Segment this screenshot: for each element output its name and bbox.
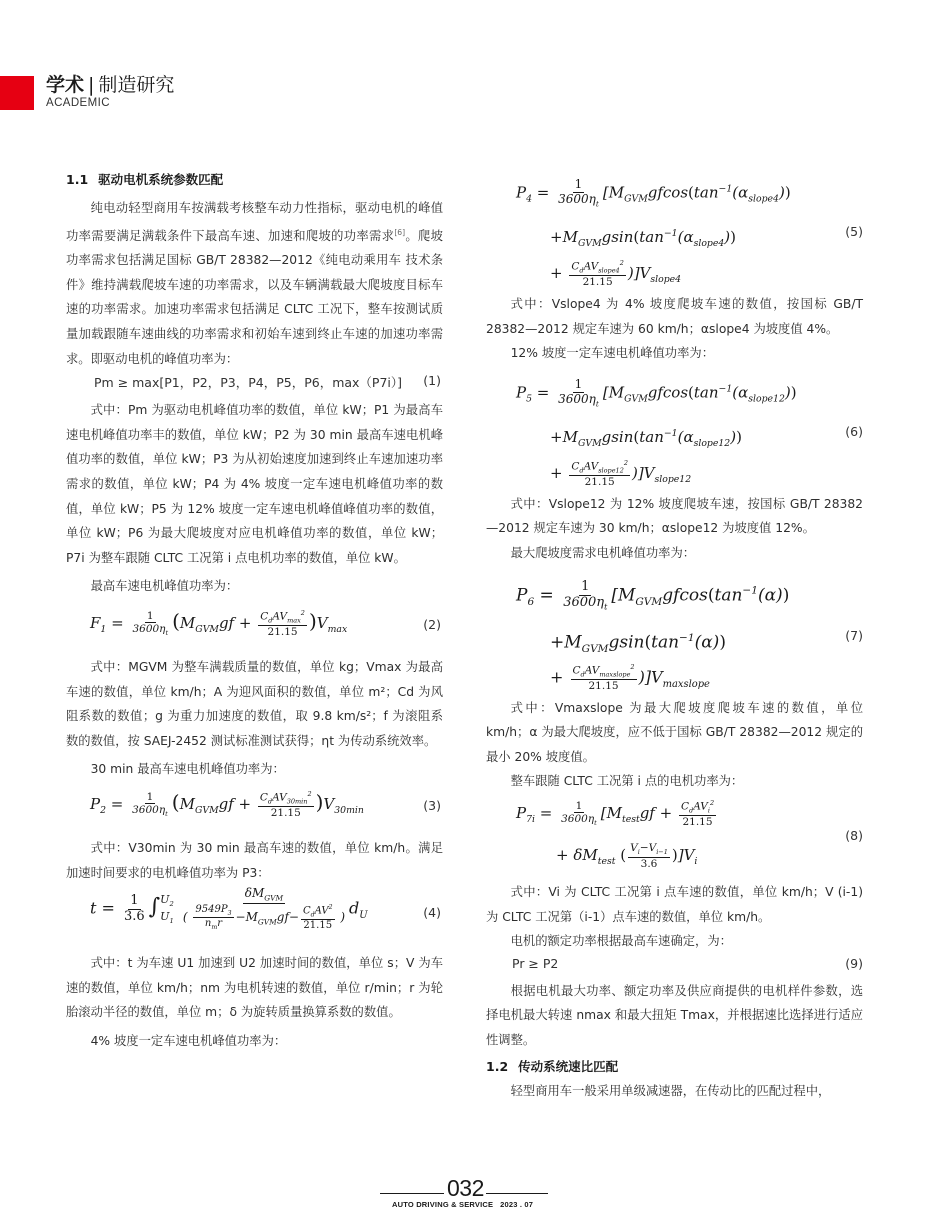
definition-paragraph-6: 式中：Vslope12 为 12% 坡度爬坡车速，按国标 GB/T 28382—2012 规定车速为 30 km/h；αslope12 为坡度值 12%。 (486, 496, 863, 536)
equation-7-line-2: $+M_{GVM}gsin(\tan^{-1}(\alpha))$ (550, 631, 726, 655)
equation-4-body: t = $\frac{1}{3.6}$ $\int U_2$ $U_1$ $\delta M_{GVM}$ ( $\frac{9549P_3}{n_mr}$ $-M_{GVM}gf-$ $\frac{C_dAV^2}{21.15}$ ) $d_U$ (90, 886, 368, 932)
left-column (66, 168, 443, 1054)
equation-8 (486, 794, 863, 880)
paragraph-reducer: 轻型商用车一般采用单级减速器，在传动比的匹配过程中， (510, 1083, 831, 1098)
section-subtitle: ACADEMIC (46, 97, 110, 109)
equation-4-number: (4) (423, 905, 441, 921)
paragraph-motor-selection: 根据电机最大功率、额定功率及供应商提供的电机样件参数，选择电机最大转速 nmax 和最大扭矩 Tmax，并根据速比选择进行适应性调整。 (486, 983, 863, 1047)
footer-rule-left (380, 1193, 444, 1194)
equation-5-line-1: $P_4$ = $\frac{1}{3600\eta_t}$ [$M_{GVM}gfcos(\tan^{-1}(\alpha_{slope4}))$ (516, 177, 791, 209)
equation-2-body: $F_1$ = $\frac{1}{3600\eta_t}$ ($M_{GVM}gf$ + $\frac{C_dAV_{max}^2}{21.15}$ )$V_{max}$ (90, 608, 348, 639)
header-accent-block (0, 76, 34, 110)
equation-5 (486, 168, 863, 292)
definition-paragraph-5: 式中：Vslope4 为 4% 坡度爬坡车速的数值，按国标 GB/T 28382—2012 规定车速为 60 km/h；αslope4 为坡度值 4%。 (486, 297, 863, 336)
equation-2-number: (2) (423, 617, 441, 632)
equation-2 (66, 599, 443, 655)
paragraph-30min: 30 min 最高车速电机峰值功率为： (90, 762, 285, 777)
citation-ref: [6] (394, 227, 406, 237)
paragraph-rated-power: 电机的额定功率根据最高车速确定，为： (510, 934, 732, 949)
section-heading-1-2 (486, 1055, 863, 1079)
definition-paragraph-1: 式中：Pm 为驱动电机峰值功率的数值，单位 kW；P1 为最高车速电机峰值功率丰的数值，单位 kW；P2 为 30 min 最高车速电机峰值功率的数值，单位 kW；P3 为从初始速度加速到终止车速加速功率需求的数值，单位 kW；P4 为 4% 坡度一定车速电机峰值功率的数值，单位 kW；P5 为 12% 坡度一定车速电机峰值峰值功率的数值，单位 kW；P6 为最大爬坡度对应电机峰值功率的数值，单位 kW；P7i 为整车跟随 CLTC 工况第 i 点电机功率的数值，单位 kW。 (66, 403, 443, 565)
definition-paragraph-8: 式中：Vi 为 CLTC 工况第 i 点车速的数值，单位 km/h；V (i-1) 为 CLTC 工况第（i-1）点车速的数值，单位 km/h。 (486, 884, 863, 924)
topic-label: 制造研究 (98, 74, 175, 96)
journal-name: AUTO DRIVING & SERVICE (392, 1200, 494, 1209)
equation-4 (66, 885, 443, 951)
heading-number: 1.2 (486, 1058, 509, 1074)
page-number: 032 (447, 1175, 484, 1201)
equation-3-body: $P_2$ = $\frac{1}{3600\eta_t}$ ($M_{GVM}gf$ + $\frac{C_dAV_{30min}^2}{21.15}$ )$V_{30min}$ (90, 789, 364, 819)
equation-8-line-1: $P_{7i}$ = $\frac{1}{3600\eta_t}$ [$M_{test}gf$ + $\frac{C_dAV_i^2}{21.15}$ (516, 798, 715, 829)
paragraph-max-speed: 最高车速电机峰值功率为： (90, 579, 239, 594)
section-label: 学术 (46, 74, 85, 96)
equation-6-line-3: + $\frac{C_dAV_{slope12}^2}{21.15}$ )]$V_{slope12}$ (550, 458, 692, 488)
title-separator: | (88, 74, 95, 96)
equation-8-number: (8) (845, 827, 863, 843)
equation-5-number: (5) (845, 224, 863, 239)
equation-7-number: (7) (845, 627, 863, 643)
equation-7-line-1: $P_6$ = $\frac{1}{3600\eta_t}$ [$M_{GVM}gfcos(\tan^{-1}(\alpha))$ (516, 578, 790, 612)
equation-1 (66, 371, 443, 398)
section-heading-1-1 (66, 168, 443, 192)
equation-7 (486, 566, 863, 696)
equation-1-number: (1) (423, 373, 441, 389)
footer-journal (392, 1200, 533, 1209)
equation-9 (486, 954, 863, 979)
definition-paragraph-4: 式中：t 为车速 U1 加速到 U2 加速时间的数值，单位 s；V 为车速的数值，单位 km/h；nm 为电机转速的数值，单位 r/min；r 为轮胎滚动半径的数值，单位 m；δ 为旋转质量换算系数的数值。 (66, 956, 443, 1020)
equation-1-body: Pm ≥ max[P1，P2，P3，P4，P5，P6，max（P7i）] (94, 375, 403, 391)
heading-number: 1.1 (66, 172, 89, 187)
definition-paragraph-3: 式中：V30min 为 30 min 最高车速的数值，单位 km/h。满足加速时间要求的电机峰值功率为 P3： (66, 840, 443, 880)
equation-9-body: Pr ≥ P2 (512, 955, 559, 971)
journal-issue: 2023 . 07 (500, 1200, 534, 1209)
equation-6-line-2: $+M_{GVM}gsin(\tan^{-1}(\alpha_{slope12}))$ (550, 427, 742, 449)
footer-rule-right (486, 1193, 548, 1194)
equation-5-line-2: $+M_{GVM}gsin(\tan^{-1}(\alpha_{slope4}))$ (550, 228, 737, 249)
equation-5-line-3: + $\frac{C_dAV_{slope4}^2}{21.15}$ )]$V_{slope4}$ (550, 259, 682, 289)
intro-paragraph (66, 196, 443, 371)
equation-3-number: (3) (423, 797, 441, 813)
equation-6-line-1: $P_5$ = $\frac{1}{3600\eta_t}$ [$M_{GVM}gfcos(\tan^{-1}(\alpha_{slope12}))$ (516, 376, 797, 408)
equation-8-line-2: + $\delta M_{test}$ ( $\frac{V_i-V_{i-1}}{3.6}$ )]$V_i$ (556, 841, 698, 870)
intro-text-a: 纯电动轻型商用车按满载考核整车动力性指标，驱动电机的峰值功率需要满足满载条件下最高车速、加速和爬坡的功率需求 (66, 201, 443, 243)
heading-text: 驱动电机系统参数匹配 (98, 172, 224, 187)
equation-9-number: (9) (845, 955, 863, 971)
section-title (46, 74, 174, 96)
equation-6-number: (6) (845, 423, 863, 439)
paragraph-cltc: 整车跟随 CLTC 工况第 i 点的电机功率为： (510, 774, 744, 789)
equation-6 (486, 366, 863, 492)
paragraph-maxslope: 最大爬坡度需求电机峰值功率为： (510, 545, 696, 560)
definition-paragraph-7: 式中：Vmaxslope 为最大爬坡度爬坡车速的数值，单位 km/h；α 为最大爬坡度，应不低于国标 GB/T 28382—2012 规定的最小 20% 坡度值。 (486, 700, 863, 764)
definition-paragraph-2: 式中：MGVM 为整车满载质量的数值，单位 kg；Vmax 为最高车速的数值，单位 km/h；A 为迎风面积的数值，单位 m²；Cd 为风阻系数的数值；g 为重力加速度的数值，取 9.8 km/s²；f 为滚阻系数的数值，按 SAEJ-2452 测试标准测试获得；ηt 为传动系统效率。 (66, 660, 443, 748)
equation-7-line-3: + $\frac{C_dAV_{maxslope}^2}{21.15}$ )]$V_{maxslope}$ (550, 662, 710, 692)
equation-3 (66, 782, 443, 836)
paragraph-slope4: 4% 坡度一定车速电机峰值功率为： (90, 1033, 287, 1048)
right-column (486, 168, 863, 1103)
paragraph-slope12: 12% 坡度一定车速电机峰值功率为： (510, 346, 714, 361)
heading-text: 传动系统速比匹配 (518, 1058, 619, 1074)
intro-text-b: 。爬坡功率需求包括满足国标 GB/T 28382—2012《纯电动乘用车 技术条件》维持满载爬坡车速的功率需求，以及车辆满载最大爬坡度目标车速的功率需求。加速功率需求包括满足 CLTC 工况下，整车按测试质量加载跟随车速曲线的功率需求和初始车速到终止车速的加速功率需求。即驱动电机的峰值功率为： (66, 228, 443, 366)
